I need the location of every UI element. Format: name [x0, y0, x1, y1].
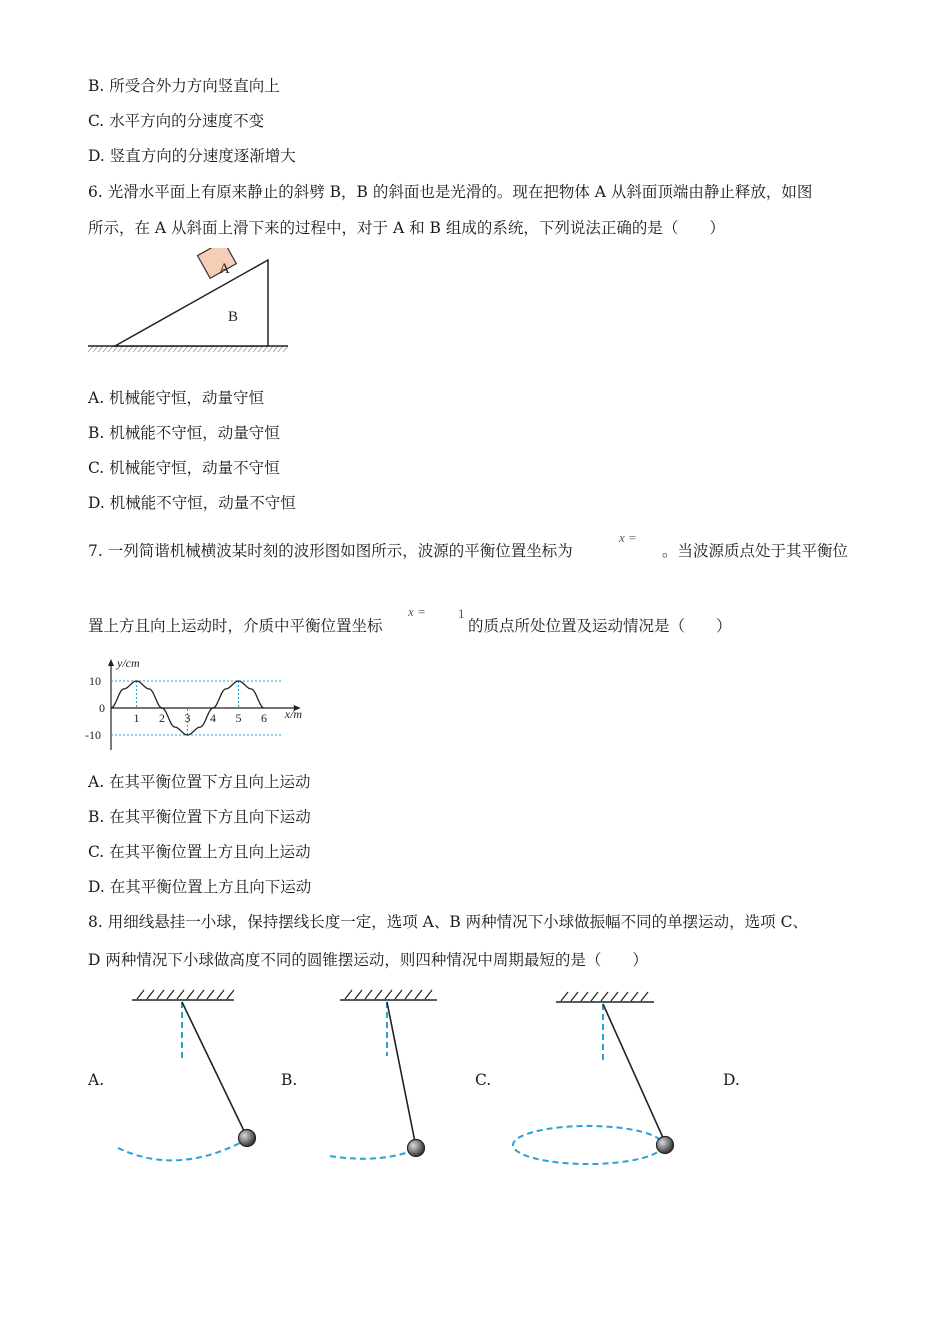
q7-stem-line1: 7. 一列简谐机械横波某时刻的波形图如图所示，波源的平衡位置坐标为 — [88, 542, 573, 560]
y-axis-arrow — [108, 659, 114, 666]
x-axis-label: x/m — [284, 707, 303, 721]
wedge-b — [115, 260, 268, 346]
q7-option-c: C. 在其平衡位置上方且向上运动 — [88, 843, 311, 861]
q8-option-a-label: A. — [88, 1071, 105, 1089]
q8-stem-line1: 8. 用细线悬挂一小球，保持摆线长度一定，选项 A、B 两种情况下小球做振幅不同的单摆运动，选项 C、 — [88, 913, 808, 931]
q8-stem-line2: D 两种情况下小球做高度不同的圆锥摆运动，则四种情况中周期最短的是（ ） — [88, 951, 648, 969]
ground-hatch — [88, 346, 288, 352]
x-tick-label: 6 — [261, 711, 267, 725]
q8-option-b-label: B. — [281, 1071, 298, 1089]
y-tick-label: 0 — [99, 701, 105, 715]
q7-stem-line1-tail: 。当波源质点处于其平衡位 — [662, 542, 849, 560]
q5-option-d: D. 竖直方向的分速度逐渐增大 — [88, 147, 296, 165]
q7-stem-line2-tail: 的质点所处位置及运动情况是（ ） — [468, 617, 732, 635]
x-tick-label: 2 — [159, 711, 165, 725]
q7-option-a: A. 在其平衡位置下方且向上运动 — [88, 773, 311, 791]
x-tick-label: 3 — [184, 711, 191, 725]
q6-option-c: C. 机械能守恒，动量不守恒 — [88, 459, 280, 477]
y-tick-label: -10 — [85, 728, 101, 742]
q7-formula-1: x = — [619, 530, 637, 545]
q6-option-d: D. 机械能不守恒，动量不守恒 — [88, 494, 296, 512]
x-tick-label: 5 — [235, 711, 242, 725]
y-tick-label: 10 — [89, 674, 101, 688]
q6-option-a: A. 机械能守恒，动量守恒 — [88, 389, 265, 407]
x-tick-label: 4 — [210, 711, 216, 725]
q8-pendulum-figures — [0, 980, 950, 1170]
pendulum-c — [513, 992, 674, 1164]
q7-option-d: D. 在其平衡位置上方且向下运动 — [88, 878, 312, 896]
x-tick-label: 1 — [133, 711, 140, 725]
y-axis-label: y/cm — [117, 656, 140, 670]
q5-option-c: C. 水平方向的分速度不变 — [88, 112, 265, 130]
q7-option-b: B. 在其平衡位置下方且向下运动 — [88, 808, 311, 826]
q8-option-d-label: D. — [723, 1071, 740, 1089]
q6-incline-figure — [85, 248, 295, 358]
q6-stem-line2: 所示，在 A 从斜面上滑下来的过程中，对于 A 和 B 组成的系统，下列说法正确的是（ ） — [88, 219, 725, 237]
q6-stem-line1: 6. 光滑水平面上有原来静止的斜劈 B，B 的斜面也是光滑的。现在把物体 A 从斜面顶端由静止释放，如图 — [88, 183, 813, 201]
q8-option-c-label: C. — [475, 1071, 492, 1089]
q6-option-b: B. 机械能不守恒，动量守恒 — [88, 424, 280, 442]
q5-option-b: B. 所受合外力方向竖直向上 — [88, 77, 280, 95]
q7-formula-2: x = — [408, 604, 426, 619]
q7-wave-chart — [85, 655, 315, 755]
pendulum-b — [330, 990, 437, 1159]
block-a-label: A — [219, 261, 230, 277]
q7-formula-2-tail: 1 — [458, 606, 465, 621]
pendulum-a — [118, 990, 256, 1160]
q7-stem-line2-head: 置上方且向上运动时，介质中平衡位置坐标 — [88, 617, 383, 635]
wedge-b-label: B — [228, 309, 239, 325]
block-a — [197, 248, 236, 278]
